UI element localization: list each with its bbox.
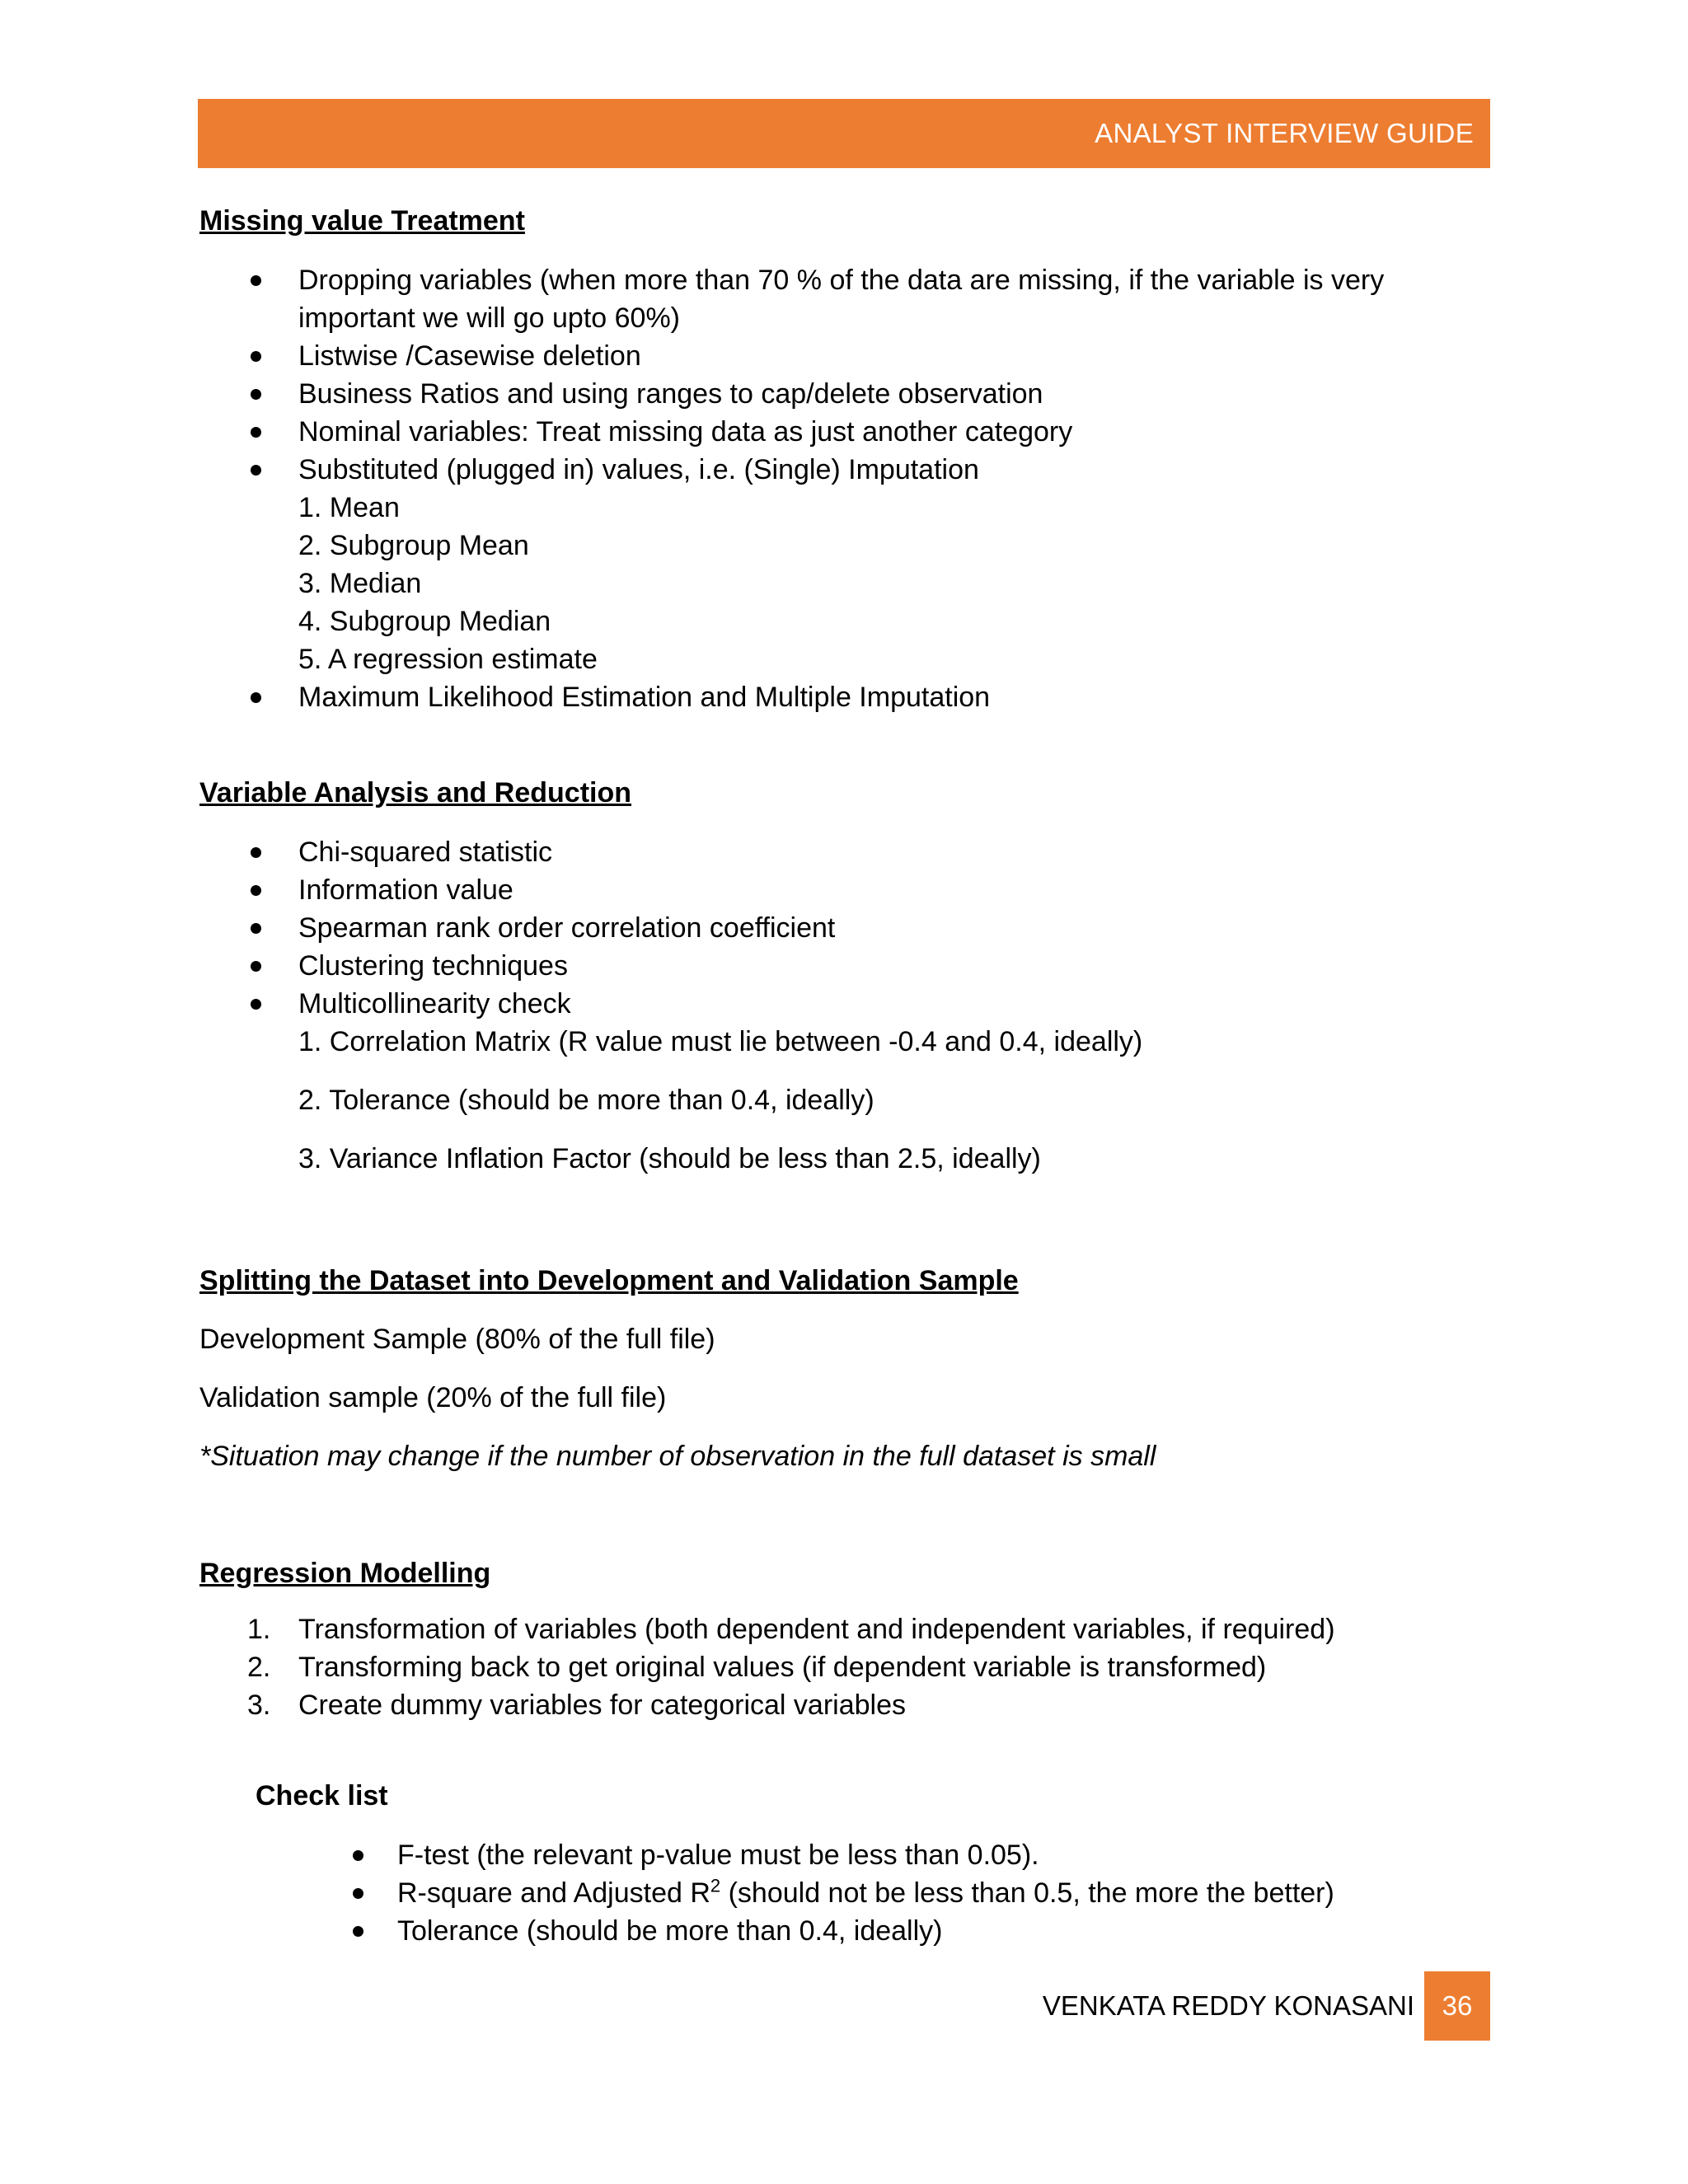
variable-analysis-list [199,833,1485,1178]
missing-value-list [199,261,1485,716]
bullet-icon [251,847,261,858]
bullet-icon [251,885,261,896]
bullet-icon [353,1926,363,1937]
bullet-icon [251,389,261,400]
list-item-text: Chi-squared statistic [298,837,553,868]
list-item-text: Substituted (plugged in) values, i.e. (Single) Imputation [298,454,979,485]
list-item-text: Business Ratios and using ranges to cap/delete observation [298,378,1043,410]
list-item-text: Transforming back to get original values (if dependent variable is transformed) [298,1652,1267,1683]
footer-author: VENKATA REDDY KONASANI [1042,1990,1414,2021]
list-item-text: Create dummy variables for categorical variables [298,1690,906,1721]
list-item-text-continued: important we will go upto 60%) [298,302,681,334]
heading-variable-analysis: Variable Analysis and Reduction [199,777,632,808]
list-item-number: 2. [247,1652,271,1683]
list-item-text: Transformation of variables (both dependent and independent variables, if required) [298,1614,1335,1645]
list-item [199,375,1485,413]
list-item [199,1686,1485,1724]
list-item-text: Nominal variables: Treat missing data as just another category [298,416,1073,448]
checklist-heading: Check list [256,1780,388,1811]
list-item-text: Listwise /Casewise deletion [298,340,641,372]
list-item-text: Maximum Likelihood Estimation and Multiple Imputation [298,682,991,713]
regression-list [199,1610,1485,1724]
list-item-text-suffix: (should not be less than 0.5, the more the better) [720,1877,1334,1909]
list-item [199,413,1485,451]
list-item [199,833,1485,871]
list-item [199,1648,1485,1686]
sub-list-item: 3. Variance Inflation Factor (should be less than 2.5, ideally) [298,1143,1041,1174]
list-item [199,337,1485,375]
page-number: 36 [1424,1971,1490,2041]
list-item-text: F-test (the relevant p-value must be less than 0.05). [397,1840,1039,1871]
list-item-text: Dropping variables (when more than 70 % of the data are missing, if the variable is very [298,265,1385,296]
heading-splitting: Splitting the Dataset into Development and Validation Sample [199,1265,1019,1296]
bullet-icon [353,1850,363,1861]
bullet-icon [251,427,261,438]
list-item-text: R-square and Adjusted R [397,1877,710,1909]
bullet-icon [251,923,261,934]
sub-list-item: 5. A regression estimate [298,644,598,675]
list-item [199,985,1485,1023]
bullet-icon [251,999,261,1010]
sub-list-item: 3. Median [298,568,422,599]
list-item [199,909,1485,947]
bullet-icon [353,1888,363,1899]
sub-list-item: 1. Mean [298,492,400,523]
list-item [199,1836,1485,1874]
development-sample-text: Development Sample (80% of the full file) [199,1324,715,1355]
sub-list-item: 2. Tolerance (should be more than 0.4, ideally) [298,1085,874,1116]
list-item [199,1610,1485,1648]
sub-list-item: 2. Subgroup Mean [298,530,529,561]
bullet-icon [251,351,261,362]
header-title: ANALYST INTERVIEW GUIDE [1095,118,1474,148]
list-item [199,261,1485,337]
list-item-number: 1. [247,1614,271,1645]
list-item-text: Spearman rank order correlation coefficient [298,912,836,944]
heading-regression: Regression Modelling [199,1558,491,1589]
list-item-text: Tolerance (should be more than 0.4, ideally) [397,1915,943,1947]
list-item-text: Multicollinearity check [298,988,571,1019]
list-item [199,871,1485,909]
bullet-icon [251,961,261,972]
list-item [199,1912,1485,1950]
list-item-number: 3. [247,1690,271,1721]
list-item [199,678,1485,716]
list-item [199,451,1485,489]
superscript-two: 2 [710,1875,721,1896]
sub-list-item: 4. Subgroup Median [298,606,551,637]
bullet-icon [251,465,261,476]
sub-list-item: 1. Correlation Matrix (R value must lie between -0.4 and 0.4, ideally) [298,1026,1143,1057]
validation-sample-text: Validation sample (20% of the full file) [199,1382,667,1413]
situation-note: *Situation may change if the number of observation in the full dataset is small [199,1441,1156,1472]
list-item [199,947,1485,985]
heading-missing-value: Missing value Treatment [199,205,525,237]
bullet-icon [251,275,261,286]
page-content [199,202,1485,1950]
header-banner [198,99,1490,168]
list-item-text: Information value [298,874,513,906]
bullet-icon [251,692,261,703]
list-item [199,1874,1485,1912]
checklist [199,1836,1485,1950]
list-item-text: Clustering techniques [298,950,568,982]
